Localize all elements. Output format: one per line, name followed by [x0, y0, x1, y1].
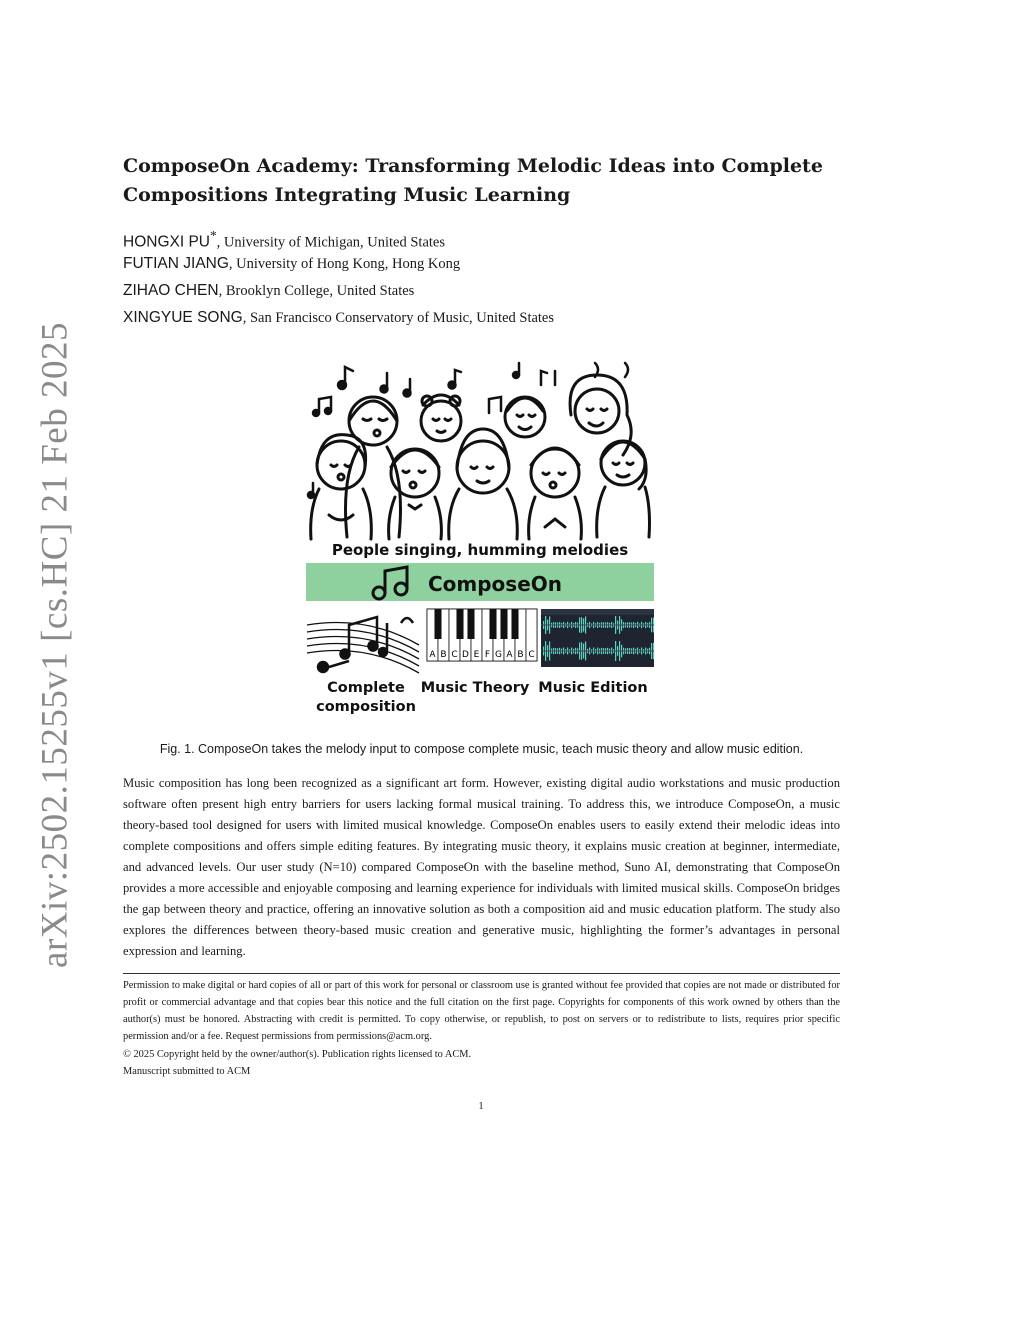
piano-key-label: B — [440, 650, 447, 660]
author-entry — [123, 282, 554, 309]
author-entry — [123, 309, 554, 336]
piano-black-key — [467, 609, 474, 639]
piano-black-key — [456, 609, 463, 639]
author-affiliation: , University of Michigan, United States — [216, 234, 445, 251]
piano-key-label: E — [473, 650, 480, 660]
singing-label: People singing, humming melodies — [331, 541, 629, 559]
sheet-music-icon — [307, 617, 419, 673]
piano-key-label: G — [495, 650, 502, 660]
panel-label-composition-line1: Complete — [327, 680, 405, 696]
footnote-rule — [123, 973, 840, 974]
author-affiliation: , San Francisco Conservatory of Music, United States — [242, 310, 555, 326]
author-name: HONGXI PU — [123, 233, 210, 251]
author-name: FUTIAN JIANG — [123, 255, 229, 272]
author-entry — [123, 255, 554, 282]
author-name: XINGYUE SONG — [123, 309, 243, 326]
figure-caption: Fig. 1. ComposeOn takes the melody input to compose complete music, teach music theory and allow music edition. — [159, 742, 804, 756]
author-list — [123, 228, 554, 336]
paper-title: ComposeOn Academy: Transforming Melodic Ideas into Complete Compositions Integrating Music Learning — [123, 155, 823, 206]
panel-label-edition: Music Edition — [538, 680, 648, 696]
author-name: ZIHAO CHEN — [123, 282, 219, 299]
author-affiliation: , Brooklyn College, United States — [218, 283, 415, 299]
banner-label: ComposeOn — [427, 572, 563, 596]
piano-key-label: D — [462, 650, 469, 660]
piano-key-label: A — [429, 650, 436, 660]
author-affiliation: , University of Hong Kong, Hong Kong — [228, 256, 461, 272]
manuscript-note: Manuscript submitted to ACM — [123, 1066, 251, 1077]
piano-black-key — [511, 609, 518, 639]
author-entry — [123, 228, 554, 255]
piano-black-key — [489, 609, 496, 639]
arxiv-identifier: arXiv:2502.15255v1 [cs.HC] 21 Feb 2025 — [34, 322, 76, 968]
panel-label-composition-line2: composition — [316, 699, 416, 715]
piano-key-label: C — [451, 650, 458, 660]
panel-label-theory: Music Theory — [420, 680, 530, 696]
abstract: Music composition has long been recognized as a significant art form. However, existing digital audio workstations and music production software often present high entry barriers for users lacking formal musical training. To address this, we introduce ComposeOn, a music theory-based tool designed for users with limited musical knowledge. ComposeOn enables users to easily extend their melodic ideas into complete compositions and offers simple editing features. By integrating music theory, it explains music creation at beginner, intermediate, and advanced levels. Our user study (N=10) compared ComposeOn with the baseline method, Suno AI, demonstrating that ComposeOn provides a more accessible and enjoyable composing and learning experience for individuals with limited musical skills. ComposeOn bridges the gap between theory and practice, offering an innovative solution as both a composition aid and music education platform. The study also explores the differences between theory-based music creation and generative music, highlighting the former’s advantages in personal expression and learning. — [123, 776, 840, 958]
piano-key-label: A — [506, 650, 513, 660]
page-number: 1 — [478, 1101, 484, 1112]
singing-people-illustration — [308, 363, 650, 539]
waveform-editor-icon — [541, 609, 654, 667]
piano-key-label: B — [517, 650, 524, 660]
author-mark: * — [209, 228, 217, 243]
piano-black-key — [434, 609, 441, 639]
piano-keyboard-icon — [427, 609, 537, 661]
teaser-figure — [305, 355, 655, 717]
permission-notice: Permission to make digital or hard copies of all or part of this work for personal or classroom use is granted without fee provided that copies are not made or distributed for profit or commercial advantage and that copies bear this notice and the full citation on the first page. Copyrights for components of this work owned by others than the author(s) must be honored. Abstracting with credit is permitted. To copy otherwise, or republish, to post on servers or to redistribute to lists, requires prior specific permission and/or a fee. Request permissions from permissions@acm.org. — [123, 980, 840, 1042]
piano-key-label: F — [484, 650, 491, 660]
copyright-notice: © 2025 Copyright held by the owner/author(s). Publication rights licensed to ACM. — [123, 1049, 472, 1060]
piano-key-label: C — [528, 650, 535, 660]
piano-black-key — [500, 609, 507, 639]
